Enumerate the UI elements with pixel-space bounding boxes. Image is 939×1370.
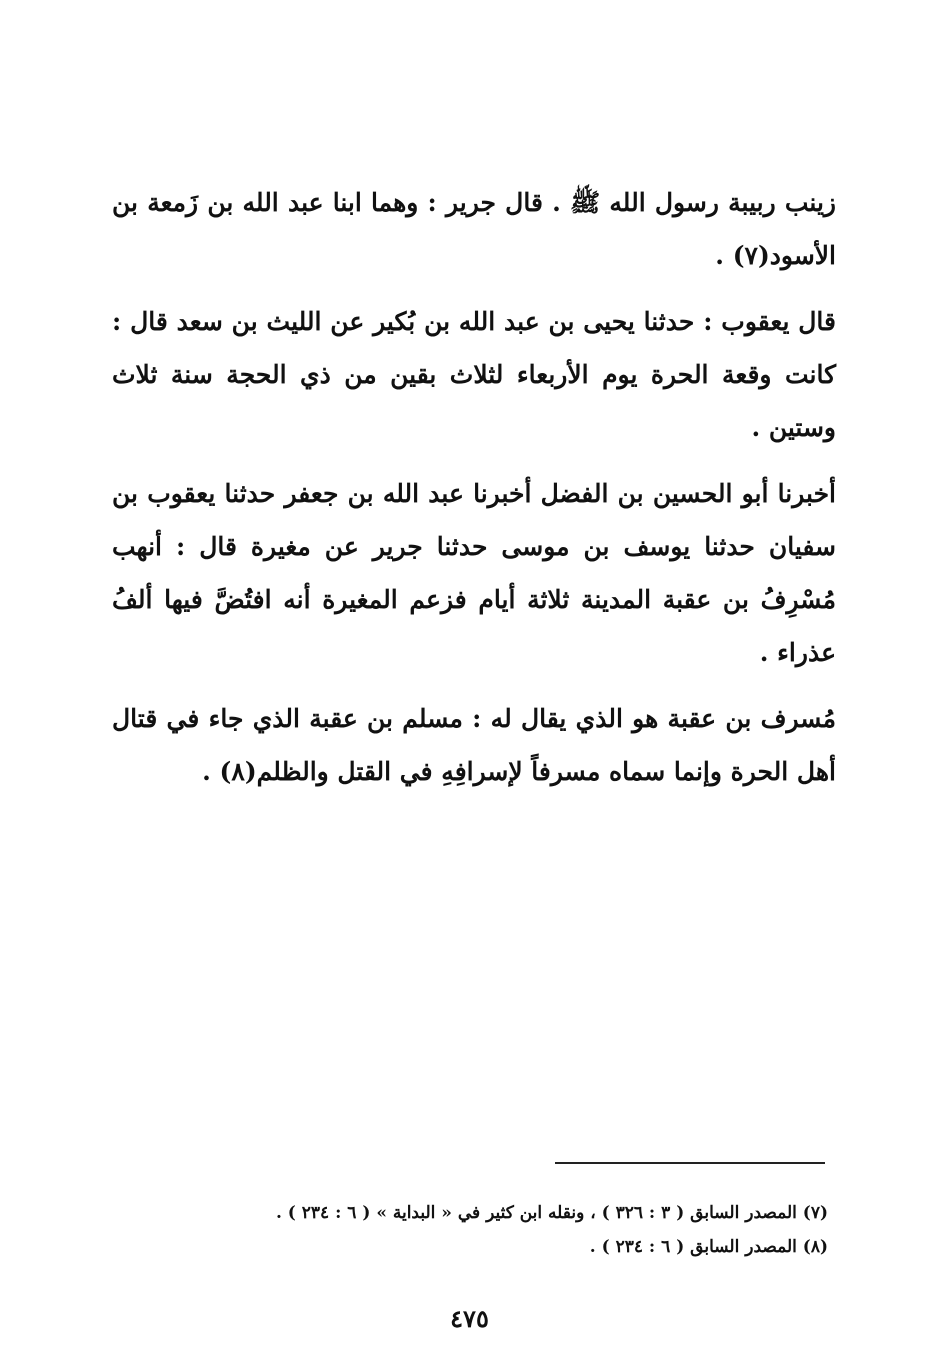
paragraph-3: أخبرنا أبو الحسين بن الفضل أخبرنا عبد الله بن جعفر حدثنا يعقوب بن سفيان حدثنا يوسف بن موسى حدثنا جرير عن مغيرة قال : أنهب مُسْرِفُ بن عقبة المدينة ثلاثة أيام فزعم المغيرة أنه افتُضَّ فيها ألفُ عذراء . bbox=[112, 479, 836, 667]
footnotes bbox=[200, 1196, 828, 1264]
footnote-divider bbox=[555, 1162, 825, 1164]
main-text bbox=[112, 176, 836, 798]
footnote-7: (٧) المصدر السابق ( ٣ : ٣٢٦ ) ، ونقله ابن كثير في « البداية » ( ٦ : ٢٣٤ ) . bbox=[275, 1203, 828, 1223]
page-number: ٤٧٥ bbox=[450, 1304, 489, 1333]
footnote-8: (٨) المصدر السابق ( ٦ : ٢٣٤ ) . bbox=[589, 1237, 828, 1257]
paragraph-4: مُسرف بن عقبة هو الذي يقال له : مسلم بن عقبة الذي جاء في قتال أهل الحرة وإنما سماه مسرفاً لإسرافِهِ في القتل والظلم(٨) . bbox=[112, 704, 836, 786]
paragraph-1: زينب ربيبة رسول الله ﷺ . قال جرير : وهما ابنا عبد الله بن زَمعة بن الأسود(٧) . bbox=[112, 188, 836, 270]
paragraph-2: قال يعقوب : حدثنا يحيى بن عبد الله بن بُكير عن الليث بن سعد قال : كانت وقعة الحرة يوم الأربعاء لثلاث بقين من ذي الحجة سنة ثلاث وستين . bbox=[112, 307, 836, 442]
